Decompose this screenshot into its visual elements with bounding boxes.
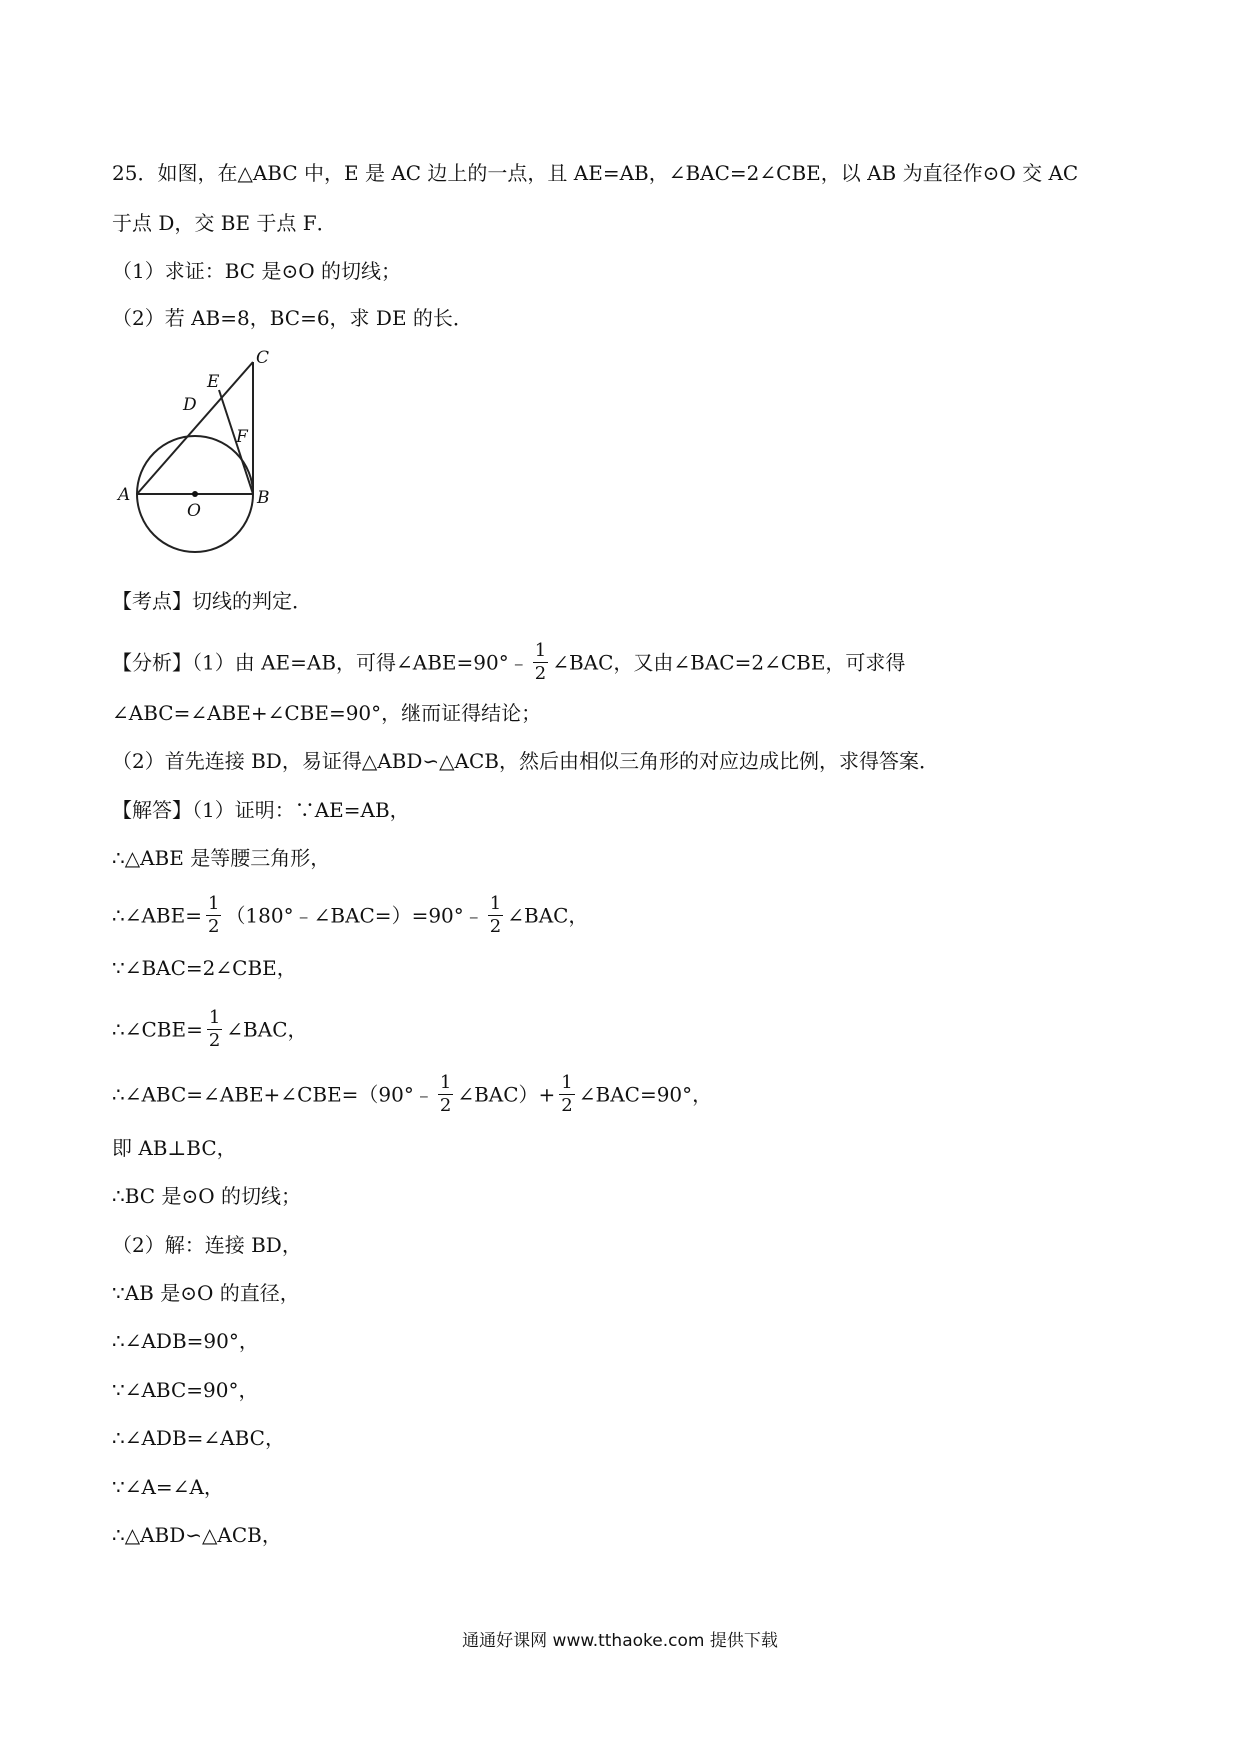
- fraction-half: $\frac{1}{2}$: [561, 1072, 573, 1116]
- jieda-line-5: ∴∠CBE= $\frac{1}{2}$ ∠BAC，: [112, 1007, 308, 1051]
- fenxi-text-a: 【分析】（1）由 AE=AB，可得∠ABE=90°﹣: [112, 650, 529, 675]
- label-c: C: [256, 348, 270, 368]
- label-e: E: [207, 372, 220, 392]
- jieda-line-10: ∵AB 是⊙O 的直径，: [112, 1281, 300, 1305]
- jieda-line-13: ∴∠ADB=∠ABC，: [112, 1426, 285, 1450]
- jieda-line-11: ∴∠ADB=90°，: [112, 1329, 259, 1353]
- footer-watermark: 通通好课网 www.tthaoke.com 提供下载: [462, 1631, 778, 1651]
- jieda-line-6: ∴∠ABC=∠ABE+∠CBE=（90°﹣ $\frac{1}{2}$ ∠BAC）+ $\frac{1}{2}$ ∠BAC=90°，: [112, 1072, 713, 1116]
- jieda-line-3: ∴∠ABE= $\frac{1}{2}$ （180°﹣∠BAC=）=90°﹣ $\frac{1}{2}$ ∠BAC，: [112, 893, 589, 937]
- question-2: （2）若 AB=8，BC=6，求 DE 的长．: [112, 306, 473, 330]
- jieda-line-1: 【解答】（1）证明：∵AE=AB，: [112, 798, 410, 822]
- fraction-half: $\frac{1}{2}$: [208, 1007, 221, 1051]
- label-f: F: [236, 427, 248, 447]
- question-1: （1）求证：BC 是⊙O 的切线；: [112, 259, 401, 283]
- label-a: A: [118, 485, 131, 505]
- label-o: O: [187, 501, 201, 521]
- problem-line-1: 25．如图，在△ABC 中，E 是 AC 边上的一点，且 AE=AB，∠BAC=2∠CBE，以 AB 为直径作⊙O 交 AC: [112, 161, 1079, 185]
- problem-line-2: 于点 D，交 BE 于点 F．: [112, 211, 337, 235]
- fraction-half: $\frac{1}{2}$: [207, 893, 220, 937]
- fenxi-line-1: [112, 640, 905, 685]
- jieda-line-14: ∵∠A=∠A，: [112, 1475, 224, 1499]
- kaodian: 【考点】切线的判定．: [112, 589, 312, 613]
- geometry-figure: [100, 345, 290, 560]
- jieda-line-12: ∵∠ABC=90°，: [112, 1378, 259, 1402]
- label-b: B: [257, 488, 270, 508]
- fraction-half: $\frac{1}{2}$: [439, 1072, 452, 1116]
- center-dot: [192, 491, 198, 497]
- fraction-half: $\frac{1}{2}$: [534, 640, 547, 684]
- fraction-half: $\frac{1}{2}$: [489, 893, 502, 937]
- jieda-line-15: ∴△ABD∽△ACB，: [112, 1523, 282, 1547]
- fenxi-text-b: ∠BAC，又由∠BAC=2∠CBE，可求得: [552, 650, 906, 675]
- jieda-line-2: ∴△ABE 是等腰三角形，: [112, 846, 331, 870]
- label-d: D: [183, 395, 197, 415]
- jieda-line-7: 即 AB⊥BC，: [112, 1136, 237, 1160]
- fenxi-line-3: （2）首先连接 BD，易证得△ABD∽△ACB，然后由相似三角形的对应边成比例，求得答案．: [112, 749, 939, 773]
- jieda-line-8: ∴BC 是⊙O 的切线；: [112, 1184, 301, 1208]
- fenxi-line-2: ∠ABC=∠ABE+∠CBE=90°，继而证得结论；: [112, 701, 542, 725]
- jieda-line-9: （2）解：连接 BD，: [112, 1233, 302, 1257]
- jieda-line-4: ∵∠BAC=2∠CBE，: [112, 956, 297, 980]
